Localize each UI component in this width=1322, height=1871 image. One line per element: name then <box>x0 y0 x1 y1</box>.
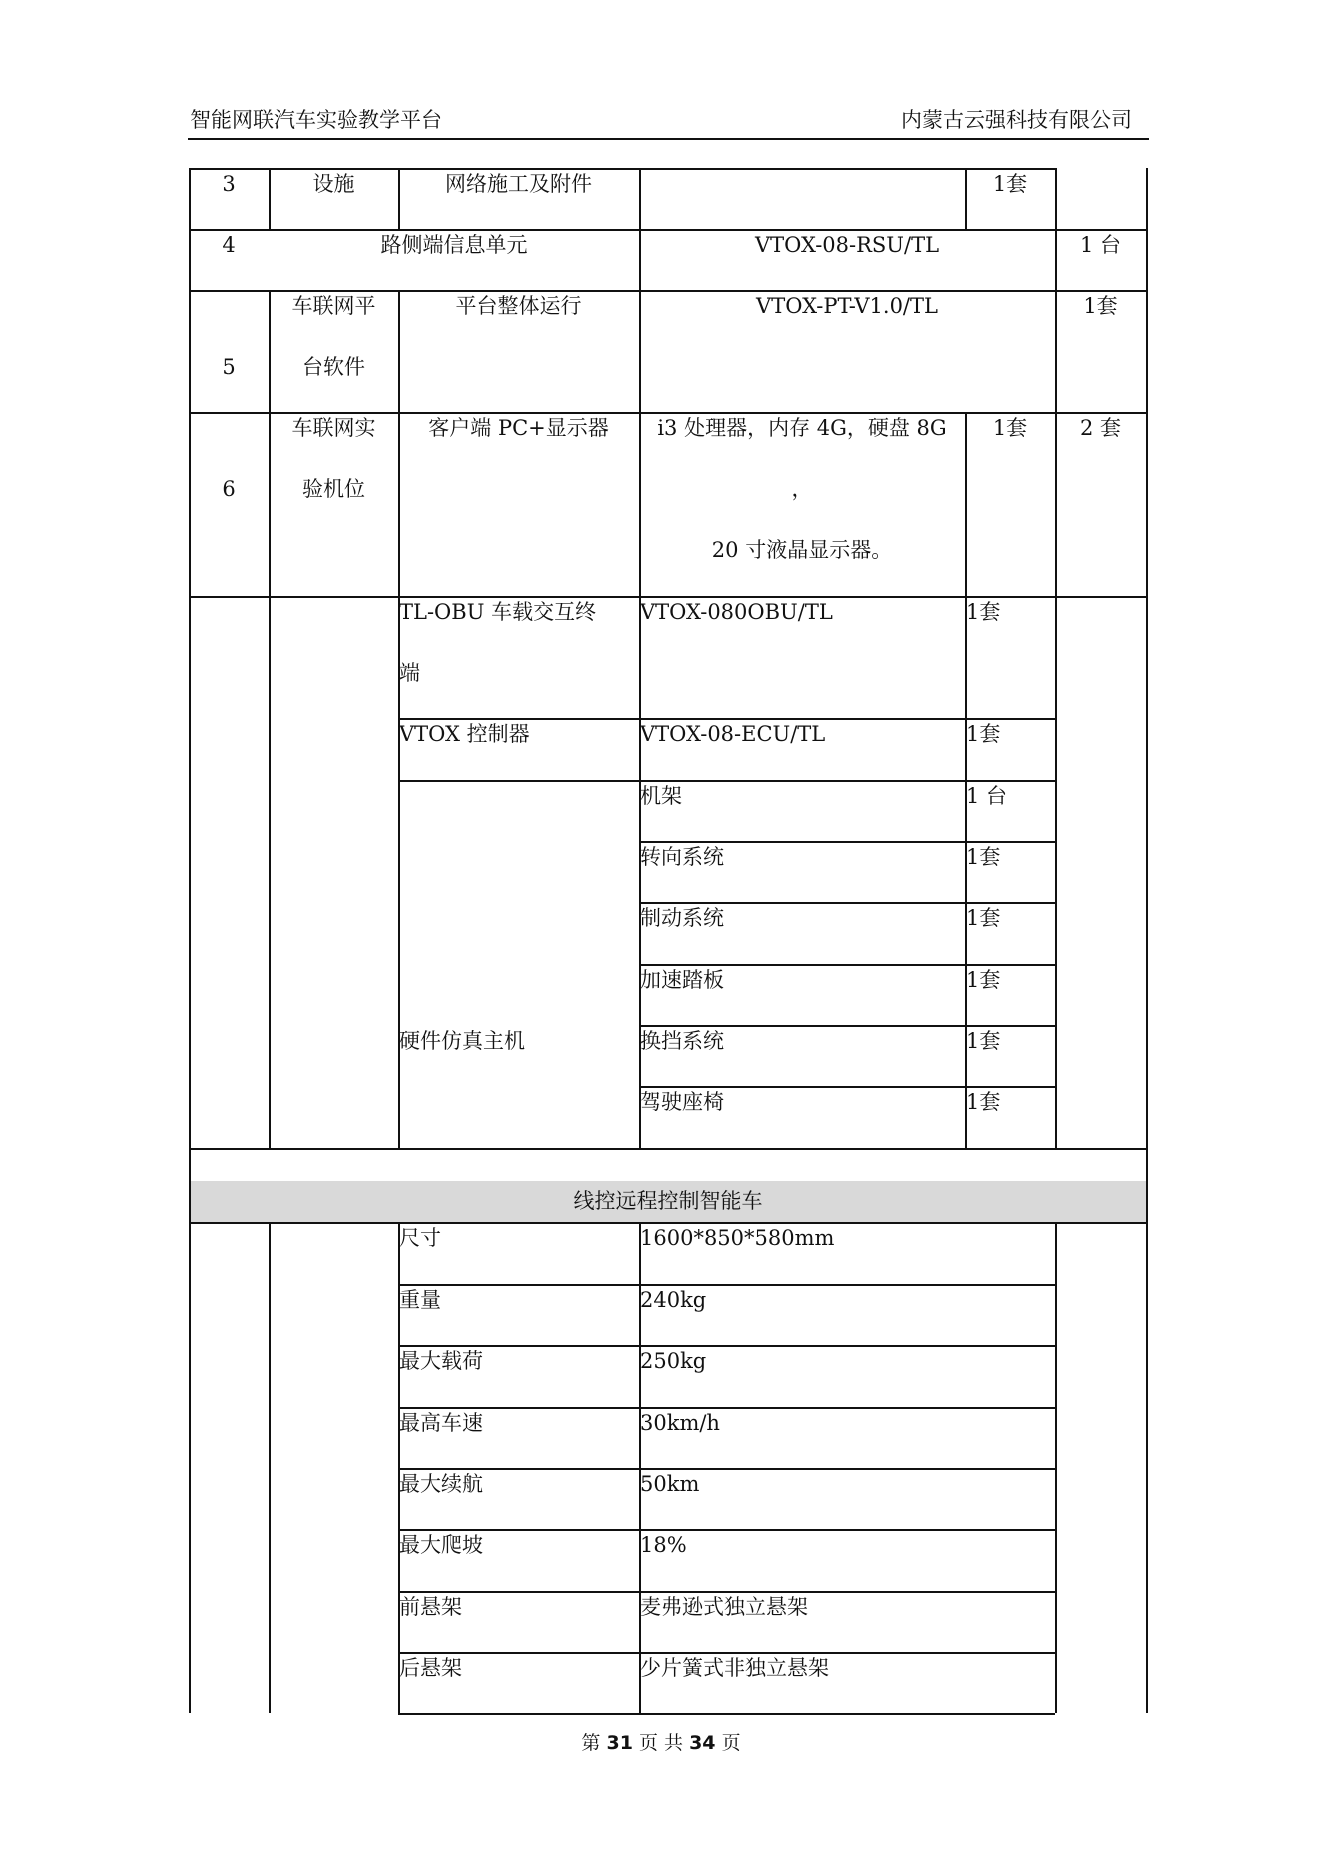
page-number: 31 <box>606 1732 633 1754</box>
sim-part-qty: 1套 <box>966 1090 1001 1114</box>
sim-part-name: 机架 <box>640 784 682 808</box>
row5-category-line2: 台软件 <box>302 355 365 379</box>
row5-item: 平台整体运行 <box>455 294 582 318</box>
spec-value: 18% <box>640 1533 687 1557</box>
page-footer <box>0 1728 1322 1755</box>
footer-prefix: 第 <box>581 1732 601 1754</box>
obu-item-line1: TL-OBU 车载交互终 <box>399 600 597 624</box>
row3-category: 设施 <box>312 172 355 196</box>
spec-value: 1600*850*580mm <box>640 1226 835 1250</box>
spec-value: 250kg <box>640 1349 707 1373</box>
spec-label: 最大载荷 <box>399 1349 483 1373</box>
spec-value: 麦弗逊式独立悬架 <box>640 1595 808 1619</box>
sim-part-name: 制动系统 <box>640 906 724 930</box>
row6-number: 6 <box>222 477 236 501</box>
section-heading: 线控远程控制智能车 <box>573 1189 763 1213</box>
obu-quantity: 1套 <box>966 600 1001 624</box>
sim-part-qty: 1套 <box>966 1029 1001 1053</box>
row5-model: VTOX-PT-V1.0/TL <box>756 294 938 318</box>
row5-category-line1: 车联网平 <box>291 294 376 318</box>
row6-total: 2 套 <box>1079 416 1122 440</box>
obu-item-line2: 端 <box>399 661 420 685</box>
sim-part-name: 驾驶座椅 <box>640 1090 724 1114</box>
spec-label: 前悬架 <box>399 1595 462 1619</box>
row6-quantity: 1套 <box>992 416 1028 440</box>
footer-middle: 页 共 <box>638 1732 684 1754</box>
ecu-item: VTOX 控制器 <box>399 722 530 746</box>
row3-item: 网络施工及附件 <box>445 172 592 196</box>
row4-quantity: 1 台 <box>1079 233 1122 257</box>
sim-part-qty: 1套 <box>966 968 1001 992</box>
spec-label: 重量 <box>399 1288 441 1312</box>
row5-quantity: 1套 <box>1083 294 1118 318</box>
sim-part-name: 转向系统 <box>640 845 724 869</box>
row6-item: 客户端 PC+显示器 <box>428 416 609 440</box>
row4-item: 路侧端信息单元 <box>380 233 528 257</box>
spec-label: 最高车速 <box>399 1411 483 1435</box>
page-total: 34 <box>689 1732 716 1754</box>
spec-label: 后悬架 <box>399 1656 462 1680</box>
row6-category-line2: 验机位 <box>302 477 365 501</box>
sim-part-name: 加速踏板 <box>640 968 724 992</box>
header-title: 智能网联汽车实验教学平台 <box>190 108 442 132</box>
ecu-model: VTOX-08-ECU/TL <box>640 722 826 746</box>
row6-spec-line2: ， <box>791 477 813 501</box>
sim-part-qty: 1套 <box>966 845 1001 869</box>
row6-spec-line3: 20 寸液晶显示器。 <box>711 538 893 562</box>
row3-number: 3 <box>222 172 236 196</box>
spec-label: 最大续航 <box>399 1472 483 1496</box>
spec-value: 50km <box>640 1472 700 1496</box>
row4-number: 4 <box>222 233 236 257</box>
footer-suffix: 页 <box>721 1732 741 1754</box>
obu-model: VTOX-080OBU/TL <box>640 600 833 624</box>
row3-quantity: 1套 <box>992 172 1028 196</box>
header-company: 内蒙古云强科技有限公司 <box>901 108 1132 132</box>
sim-part-qty: 1套 <box>966 906 1001 930</box>
spec-label: 最大爬坡 <box>399 1533 483 1557</box>
row6-category-line1: 车联网实 <box>291 416 376 440</box>
row6-spec-line1: i3 处理器，内存 4G，硬盘 8G <box>657 416 947 440</box>
row4-model: VTOX-08-RSU/TL <box>754 233 940 257</box>
spec-value: 少片簧式非独立悬架 <box>640 1656 829 1680</box>
spec-value: 240kg <box>640 1288 707 1312</box>
sim-part-qty: 1 台 <box>966 784 1008 808</box>
sim-part-name: 换挡系统 <box>640 1029 724 1053</box>
spec-value: 30km/h <box>640 1411 720 1435</box>
spec-label: 尺寸 <box>399 1226 441 1250</box>
ecu-quantity: 1套 <box>966 722 1001 746</box>
row5-number: 5 <box>222 355 236 379</box>
simulator-item: 硬件仿真主机 <box>399 1029 525 1053</box>
